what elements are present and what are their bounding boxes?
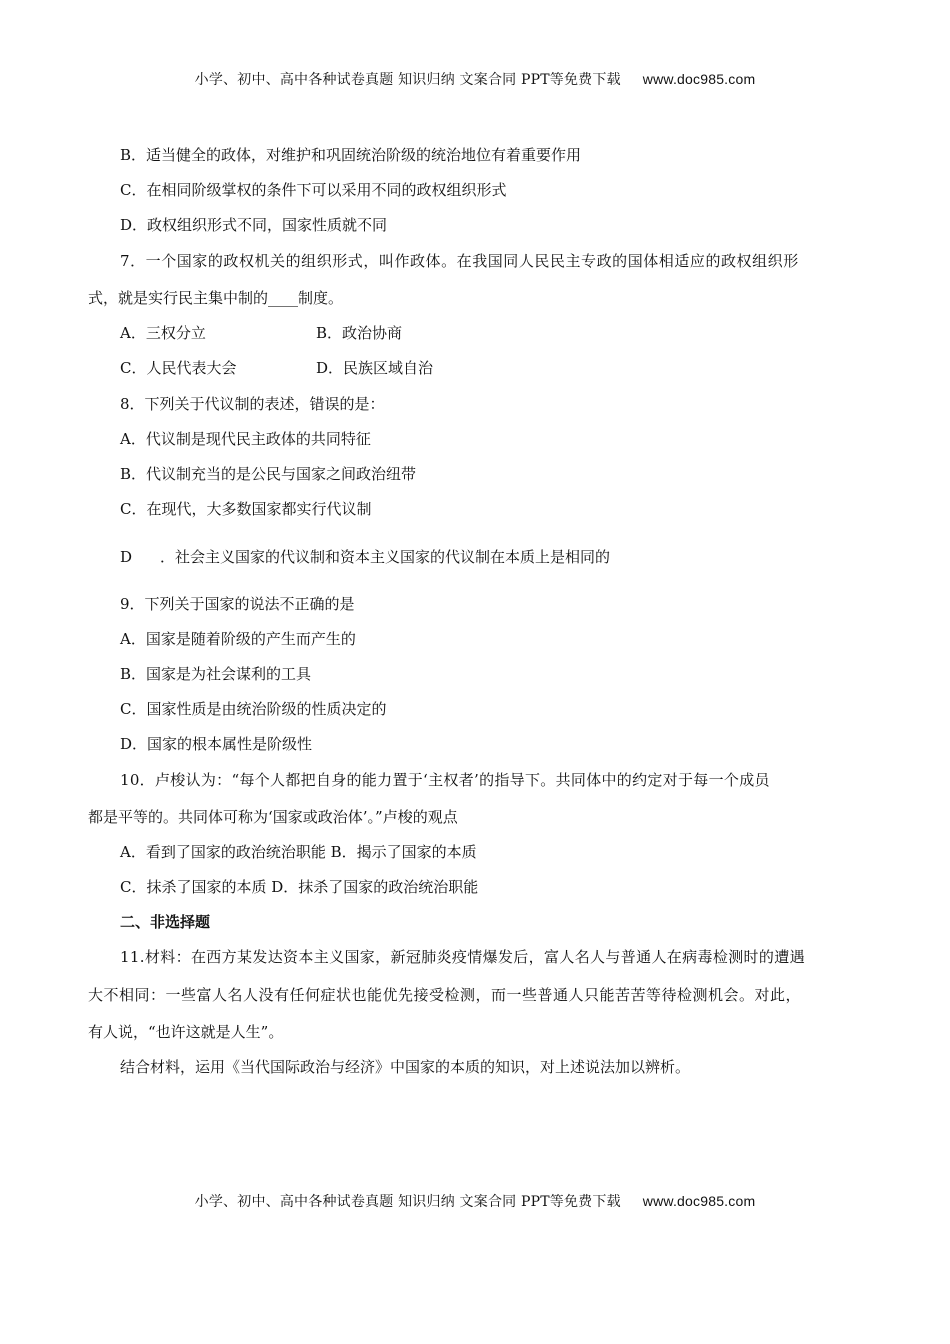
q7-stem-line2: 式，就是实行民主集中制的____制度。	[88, 289, 344, 307]
q9-option-c: C．国家性质是由统治阶级的性质决定的	[120, 700, 387, 718]
q9-option-b: B．国家是为社会谋利的工具	[120, 665, 312, 683]
q7-option-d: D．民族区域自治	[316, 359, 434, 377]
q8-option-a: A．代议制是现代民主政体的共同特征	[120, 430, 371, 448]
footer-text: 小学、初中、高中各种试卷真题 知识归纳 文案合同 PPT等免费下载	[194, 1194, 621, 1210]
q7-option-c: C．人民代表大会	[120, 359, 237, 377]
q10-options-ab: A．看到了国家的政治统治职能 B．揭示了国家的本质	[120, 843, 477, 861]
q8-option-b: B．代议制充当的是公民与国家之间政治纽带	[120, 465, 417, 483]
header-url[interactable]: www.doc985.com	[642, 71, 756, 87]
q10-stem-line1: 10．卢梭认为：“每个人都把自身的能力置于‘主权者’的指导下。共同体中的约定对于每一个成员	[120, 771, 770, 789]
page-footer	[0, 1191, 950, 1211]
q11-task: 结合材料，运用《当代国际政治与经济》中国家的本质的知识，对上述说法加以辨析。	[120, 1058, 691, 1076]
q9-option-a: A．国家是随着阶级的产生而产生的	[120, 630, 356, 648]
q7-stem-line1: 7．一个国家的政权机关的组织形式，叫作政体。在我国同人民民主专政的国体相适应的政权组织形	[120, 252, 799, 270]
q8-option-d: ．社会主义国家的代议制和资本主义国家的代议制在本质上是相同的	[160, 548, 611, 566]
q6-option-b: B．适当健全的政体，对维护和巩固统治阶级的统治地位有着重要作用	[120, 146, 582, 164]
q11-material-line1: 11.材料：在西方某发达资本主义国家，新冠肺炎疫情爆发后，富人名人与普通人在病毒检测时的遭遇	[120, 948, 805, 966]
header-text: 小学、初中、高中各种试卷真题 知识归纳 文案合同 PPT等免费下载	[194, 72, 621, 88]
q10-stem-line2: 都是平等的。共同体可称为‘国家或政治体’。”卢梭的观点	[88, 808, 458, 826]
q6-option-d: D．政权组织形式不同，国家性质就不同	[120, 216, 388, 234]
q7-option-a: A．三权分立	[120, 324, 206, 342]
section-title: 二、非选择题	[120, 913, 211, 931]
page-header	[0, 69, 950, 89]
q11-material-line3: 有人说，“也许这就是人生”。	[88, 1023, 284, 1041]
q9-option-d: D．国家的根本属性是阶级性	[120, 735, 313, 753]
q10-options-cd: C．抹杀了国家的本质 D．抹杀了国家的政治统治职能	[120, 878, 479, 896]
q7-option-b: B．政治协商	[316, 324, 403, 342]
footer-url[interactable]: www.doc985.com	[642, 1193, 756, 1209]
q8-option-c: C．在现代，大多数国家都实行代议制	[120, 500, 372, 518]
q8-option-d-letter: D	[120, 548, 133, 566]
q11-material-line2: 大不相同：一些富人名人没有任何症状也能优先接受检测，而一些普通人只能苦苦等待检测机会。对此，	[88, 986, 802, 1004]
q8-stem: 8．下列关于代议制的表述，错误的是：	[120, 395, 385, 413]
q9-stem: 9．下列关于国家的说法不正确的是	[120, 595, 355, 613]
q6-option-c: C．在相同阶级掌权的条件下可以采用不同的政权组织形式	[120, 181, 507, 199]
